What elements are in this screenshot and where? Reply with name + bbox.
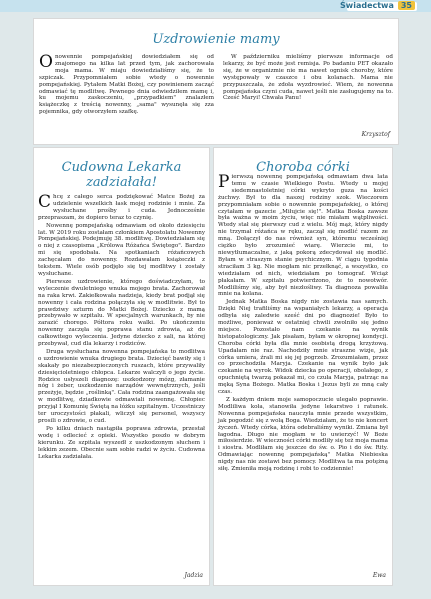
article-title: Choroba córki (256, 160, 350, 175)
article-column (218, 174, 388, 474)
article-paragraph: Chcę z całego serca podziękować Matce Bożej za udzielenie wszelkich łask mojej rodzinie i mnie. Za wysłuchane prośby i cuda. Jednocześnie przepraszam, że dopiero teraz to czynię. (38, 192, 205, 221)
article-paragraph: Po kilku dniach nastąpiła poprawa zdrowia, przestał wodę i odlecieć z opieki. Wszystko poszło w dobrym kierunku. Ze szpitala wyszedł z uszkodzonym słuchem i lekkim zezem. Obecnie sam sobie radzi w życiu. Cudowna Lekarka zadziałała. (38, 425, 205, 460)
article-card-cudowna-lekarka (33, 147, 210, 586)
article-title: Cudowna Lekarka zadziałała! (61, 160, 182, 190)
article-paragraph: Pierwsze uzdrowienie, którego doświadczyłam, to wyleczenie dwuletniego wnuka mojego brata. Zachorował na raka krwi. Zakiełkowała nadzieja, kiedy brat podjął się nowenny i cała rodzina połączyła się w modlitwie. Był to prawdziwy szturm do Matki Bożej. Dziecko z mamą przebywało w szpitalu. W specjalnych warunkach, by nie zarazić chorego. Półtora roku walki. Po ukończeniu nowenny zaczęła się poprawa stanu zdrowia, aż do całkowitego wyleczenia. Jedyne dziecko z sali, na której przebywał, cud dla lekarzy i rodziców. (38, 278, 205, 348)
article-paragraph: Pierwszą nowennę pompejańską odmawiam dwa lata temu w czasie Wielkiego Postu. Wtedy u mojej siedemnastoletniej córki wykryto guza na kości żuchwy. Był to dla naszej rodziny szok. Wieczorem przypomniałam sobie o nowennie pompejańskiej, o której czytałam w gazecie „Miłujcie się!". Matka Boska zawsze była ważna w moim życiu, więc nie miałam wątpliwości. Wtedy stał się pierwszy cud z wielu. Mój mąż, który nigdy nie trzymał różańca w ręku, zaczął się modlić razem ze mną. Dołączył do nas również syn, któremu wcześniej ciężko było zrozumieć wiarę. Wierzcie mi, to niewytłumaczalne, z jaką pokorą zdecydował się modlić. Byłam w straszym stanie psychicznym. W ciągu tygodnia straciłam 3 kg. Nie mogłam nic przełknąć, a wszystko, co wiedziałam od nich, wiedziałam po tomograf. Wciąż płakałam. W szpitalu potwierdzono, że to nowotwór. Modliliśmy się, aby był niezłośliwy. Ta diagnoza powaliła mnie na kolana. (218, 172, 388, 298)
page-number: 35 (398, 1, 415, 10)
drop-cap: O (39, 52, 53, 72)
article-paragraph: Nowennę pompejańską odmawiam od około dziesięciu lat. W 2019 roku zostałam członkiem Apostolatu Nowenny Pompejańskiej. Podejmuję 38. modlitwę. Dowiedziałam się o niej z czasopisma „Królowa Różańca Świętego". Bardzo mi się spodobała. Na spotkaniach różańcowych zachęcałam do nowenny. Rozdawałam książeczki z tekstem. Wiele osób podjęło się tej modlitwy i zostały wysłuchane. (38, 222, 205, 277)
article-column-right (223, 54, 393, 103)
article-column (38, 194, 205, 461)
signature: Krzysztof (361, 131, 390, 138)
article-paragraph: W październiku mieliśmy pierwsze informacje od lekarzy, że być może jest remisja. Po badaniu PET okazało się, że w organizmie nie ma nawet ognisk choroby, które występowały w czaszce i obu kolanach. Mama nie przypuszczała, że zdoła wyzdrowieć. Wiem, że nowenna pompejańska czyni cuda, nawet jeśli nie zasługujemy na to. Cześć Maryi! Chwała Panu! (223, 54, 393, 102)
drop-cap: C (38, 192, 52, 212)
signature: Jadzia (184, 572, 203, 579)
article-paragraph: Jednak Matka Boska nigdy nie zostawia nas samych. Dzięki Niej trafiliśmy na wspaniałych lekarzy, a operacja odbyła się zaledwie sześć dni po diagnozie! Było to możliwe, ponieważ w ostatniej chwili zwolniło się jedno miejsce. Pozostało nam czekanie na wynik histopatologiczny. Jak pisałam, byłam w okropnej kondycji. Choroba córki była dla mnie osobistą drogą krzyżową. Upadałam nie raz. Nachodziły mnie straszne wizje, jak córka umiera, źrali mi się jej pogrzeb. Zrozumiałam, przez co przechodziła Maryja. Czekanie na wynik było jak czekanie na wyrok. Widok dziecka po operacji, obolałego, z opuchniętą twarzą pokazał mi, co czuła Maryja, patrząc na męką Syna Bożego. Matka Boska i Jezus byli ze mną cały czas. (218, 299, 388, 396)
drop-cap: P (218, 172, 230, 192)
signature: Ewa (372, 572, 386, 579)
article-title: Uzdrowienie mamy (152, 32, 280, 47)
article-paragraph: Onowennie pompejańskiej dowiedziałem się od znajomego na kilka lat przed tym, jak zachorowała moja mama. W miaju dowiedziałiśmy się, że to szpiczak. Przypomniałem sobie wtedy o nowennie pompejańskiej. Pytałem Matki Bożej, czy powinienem zacząć odmawiać tę modlitwę. Pewnego dnia odwiedziłem mamę i, ku mojemu zaskoczeniu, „przypadkiem" znalazłem książeczkę z treścią nowenny, „sama" wysunęła się zza pojemnika, gdy otworzyłem szafkę. (39, 52, 214, 116)
article-paragraph: Z każdym dniem moje samopoczucie ulegało poprawie. Modliliwa koła, stanowiła jedyne lekarstwo i ratunek. Nowenna pompejańska nauczyła mnie przede wszystkim, jak pogodzić się z wolą Boga. Wiedziałam, że to nie koncert życzeń. Wtedy córka, która odebraliśmy wyniki. Zmiana był łagodna. Długo nie mogłam w to uwierzyć! W Boże miłosierdzie. W wieczności córki modliły się też moja mama i siostra. Modliłam się jeszcze do św. o. Pio i do św. Rity. Odmawiając nowennę pompejańską" Matka Niebieska nigdy nas nie zostawi bez pomocy. Modlitwa ta ma potężną siłę. Zmieniła moją rodzinę i robi to codziennie! (218, 397, 388, 473)
article-card-uzdrowienie (33, 18, 399, 145)
article-column-left (39, 54, 214, 117)
section-header (340, 1, 415, 11)
article-paragraph: Druga wysłuchana nowenna pompejańska to modlitwa o uzdrowienie wnuka drugiego brata. Dziecięć bawiły się i skakały po niezabezpieczonych ruszach, które przywaliły dziesięcioletniego chłopca. Lekarze walczyli o jego życie. Rodzice usłyszeli diagnozę: uszkodzony mózg, złamanie nóg i żeber, uszkodzenie narządów wewnętrznych, jeśli przeżyje, będzie „roślinką". Cała rodzina zaangażowała się w modlitwę, dziadkowie odmawiali nowennę. Chłopiec przyjął I Komunię Świętą na łóżku szpitalnym. Uczestniczy ter uroczystości płakali, wliczył się personel, wszyscy prosili o zdrowie, o cud. (38, 348, 205, 424)
section-name: Świadectwa (340, 1, 394, 10)
article-card-choroba-corki (213, 147, 393, 586)
